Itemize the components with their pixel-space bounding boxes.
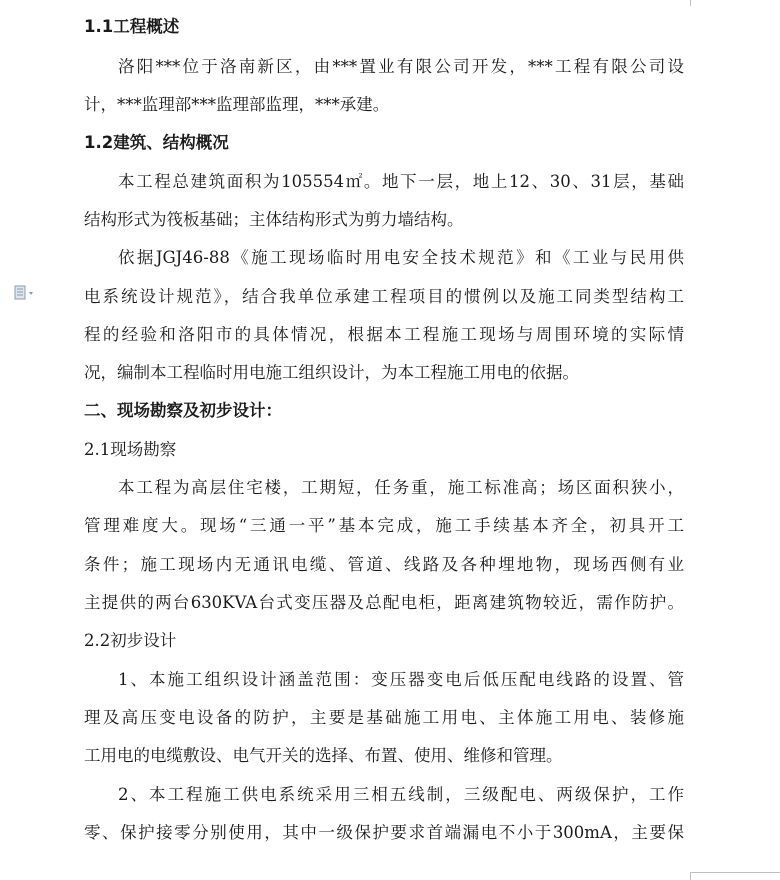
text-line <box>84 516 684 536</box>
text-span: 1、本施工组织设计涵盖范围：变压器变电后低压配电线路的设置、管 <box>118 670 684 689</box>
text-line <box>118 57 684 77</box>
text-line: 计，***监理部***监理部监理，***承建。 <box>84 95 390 114</box>
text-line <box>84 555 684 575</box>
text-line <box>84 325 684 345</box>
text-span: 理及高压变电设备的防护，主要是基础施工用电、主体施工用电、装修施 <box>84 708 684 727</box>
heading-1-1: 1.1工程概述 <box>84 17 180 36</box>
text-line: 结构形式为筏板基础；主体结构形式为剪力墙结构。 <box>84 210 464 229</box>
heading-2-1: 2.1现场勘察 <box>84 440 177 459</box>
text-line <box>84 823 684 843</box>
text-span: 零、保护接零分别使用，其中一级保护要求首端漏电不小于300mA，主要保 <box>84 823 684 842</box>
heading-2-2: 2.2初步设计 <box>84 631 177 650</box>
crop-mark <box>690 872 691 880</box>
text-span: 洛阳***位于洛南新区，由***置业有限公司开发，***工程有限公司设 <box>118 57 684 76</box>
heading-1-2: 1.2建筑、结构概况 <box>84 133 229 152</box>
text-span: 依据JGJ46-88《施工现场临时用电安全技术规范》和《工业与民用供 <box>118 248 684 267</box>
text-span: 程的经验和洛阳市的具体情况，根据本工程施工现场与周围环境的实际情 <box>84 325 684 344</box>
text-span: 条件；施工现场内无通讯电缆、管道、线路及各种埋地物，现场西侧有业 <box>84 555 684 574</box>
heading-2: 二、现场勘察及初步设计： <box>84 401 282 420</box>
text-line <box>118 172 684 192</box>
text-span: 本工程为高层住宅楼，工期短，任务重，施工标准高；场区面积狭小， <box>118 478 684 497</box>
text-line <box>84 287 684 307</box>
text-span: 主提供的两台630KVA台式变压器及总配电柜，距离建筑物较近，需作防护。 <box>84 593 684 612</box>
crop-mark <box>690 872 780 873</box>
text-span: 管理难度大。现场“三通一平”基本完成，施工手续基本齐全，初具开工 <box>84 516 684 535</box>
text-line <box>84 593 684 613</box>
text-span: 本工程总建筑面积为105554㎡。地下一层，地上12、30、31层，基础 <box>118 172 684 191</box>
text-line <box>84 708 684 728</box>
crop-mark <box>690 0 691 6</box>
text-line <box>118 478 684 498</box>
text-span: 2、本工程施工供电系统采用三相五线制，三级配电、两级保护，工作 <box>118 785 684 804</box>
text-line: 工用电的电缆敷设、电气开关的选择、布置、使用、维修和管理。 <box>84 746 563 765</box>
text-line: 况，编制本工程临时用电施工组织设计，为本工程施工用电的依据。 <box>84 363 579 382</box>
text-line <box>118 248 684 268</box>
paragraph-options-icon[interactable] <box>14 285 38 301</box>
text-line <box>118 785 684 805</box>
paragraph-options-glyph <box>14 285 38 301</box>
text-line <box>118 670 684 690</box>
text-span: 电系统设计规范》，结合我单位承建工程项目的惯例以及施工同类型结构工 <box>84 287 684 306</box>
